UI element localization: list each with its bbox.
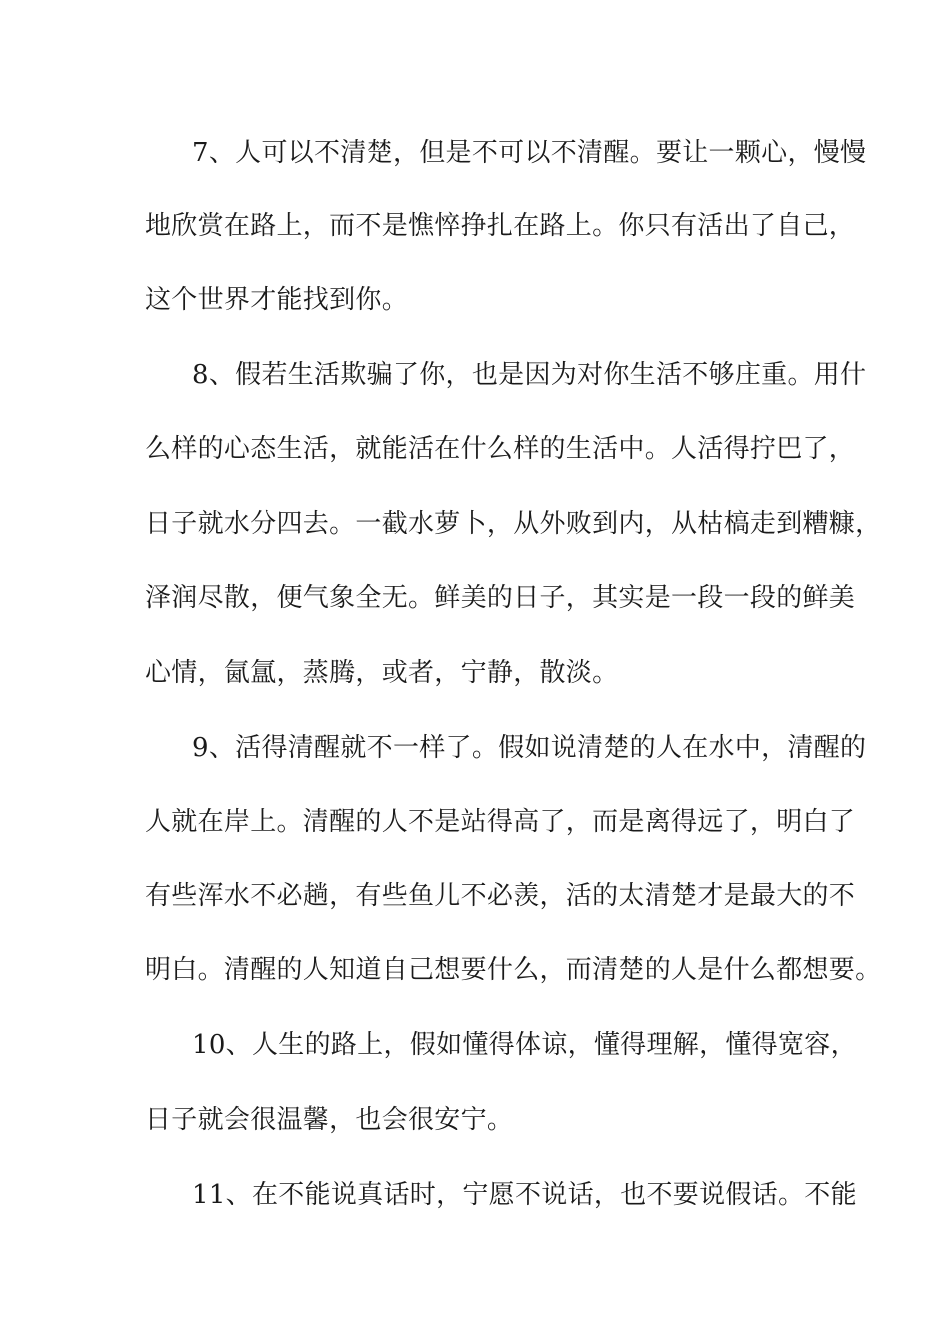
paragraph-8-line-2: 么样的心态生活，就能活在什么样的生活中。人活得拧巴了， — [145, 434, 856, 464]
paragraph-9-line-3: 有些浑水不必趟，有些鱼儿不必羡，活的太清楚才是最大的不 — [145, 881, 856, 911]
paragraph-9-line-4: 明白。清醒的人知道自己想要什么，而清楚的人是什么都想要。 — [145, 955, 882, 985]
paragraph-7-line-1: 7、人可以不清楚，但是不可以不清醒。要让一颗心，慢慢 — [192, 138, 867, 168]
paragraph-10-line-2: 日子就会很温馨，也会很安宁。 — [145, 1105, 514, 1135]
paragraph-9-line-2: 人就在岸上。清醒的人不是站得高了，而是离得远了，明白了 — [145, 807, 856, 837]
paragraph-8-line-3: 日子就水分四去。一截水萝卜，从外败到内，从枯槁走到糟糠， — [145, 509, 882, 539]
paragraph-8-line-5: 心情，氤氲，蒸腾，或者，宁静，散淡。 — [145, 658, 619, 688]
paragraph-8-line-1: 8、假若生活欺骗了你，也是因为对你生活不够庄重。用什 — [192, 360, 867, 390]
paragraph-7-line-2: 地欣赏在路上，而不是憔悴挣扎在路上。你只有活出了自己， — [145, 211, 856, 241]
paragraph-7-line-3: 这个世界才能找到你。 — [145, 285, 409, 315]
paragraph-10-line-1: 10、人生的路上，假如懂得体谅，懂得理解，懂得宽容， — [192, 1030, 857, 1060]
paragraph-8-line-4: 泽润尽散，便气象全无。鲜美的日子，其实是一段一段的鲜美 — [145, 583, 856, 613]
paragraph-11-line-1: 11、在不能说真话时，宁愿不说话，也不要说假话。不能 — [192, 1180, 857, 1210]
paragraph-9-line-1: 9、活得清醒就不一样了。假如说清楚的人在水中，清醒的 — [192, 733, 867, 763]
